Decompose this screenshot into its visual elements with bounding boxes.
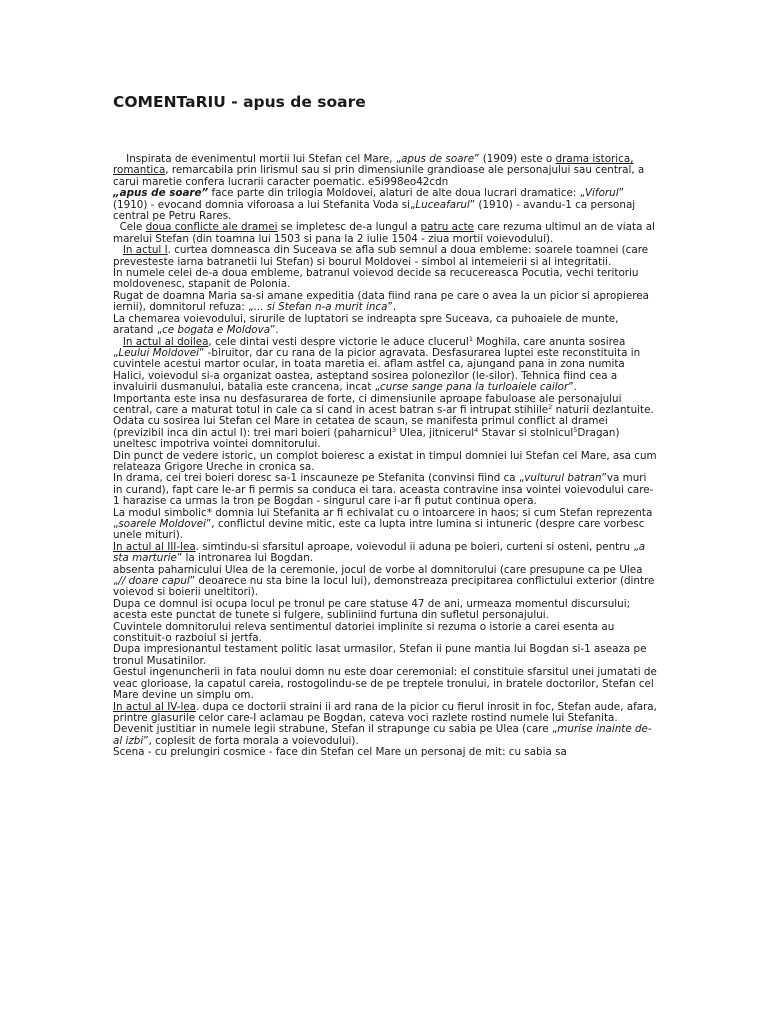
emphasized-phrase: Luceafarul [415,198,470,211]
text-run: naturii dezlantuite. [552,403,654,416]
underlined-phrase: In actul al IV-lea [113,700,197,713]
text-run [113,244,123,256]
text-run: Cuvintele domnitorului releva sentimentul datoriei implinite si rezuma o istorie a carei esenta au constituit-o razboiul si jertfa. [113,620,615,645]
text-run: Dupa ce domnul isi ocupa locul pe tronul pe care statuse 47 de ani, urmeaza momentul discursului; acesta este punctat de tunete si fulgere, subliniind furtuna din sufletul personajului. [113,597,631,622]
emphasized-phrase: // doare capul [118,575,190,588]
underlined-phrase: doua conflicte ale dramei [145,221,278,234]
text-run: In numele celei de-a doua embleme, batranul voievod decide sa recucereasca Pocutia, vechi teritoriu moldovenesc, stapanit de Polonia. [113,267,639,291]
paragraph [113,542,658,565]
paragraph [113,508,658,542]
underlined-phrase: patru acte [420,221,475,234]
paragraph [113,394,658,417]
text-run: Inspirata de evenimentul mortii lui Stefan cel Mare, „ [113,153,402,165]
text-run: La modul simbolic* domnia lui Stefanita ar fi echivalat cu o intoarcere in haos; si cum Stefan reprezenta „ [113,506,653,530]
emphasized-phrase: „apus de soare” [113,187,209,200]
footnote-marker: 4 [474,425,479,434]
footnote-marker: 2 [548,402,553,411]
paragraph [113,188,658,222]
text-run: , cele dintai vesti despre victorie le aduce clucerul [208,335,469,348]
text-run: Moghila, care anunta sosirea „ [113,335,626,359]
paragraph [113,622,658,645]
underlined-phrase: In actul al doilea [122,335,209,348]
footnote-marker: 5 [573,425,578,434]
text-run [113,336,123,348]
emphasized-phrase: Viforul [584,187,619,200]
text-run: ” (1909) este o [474,153,556,165]
paragraph [113,599,658,622]
emphasized-phrase: murise inainte de-al izbi [113,723,652,747]
text-run: Importanta este insa nu desfasurarea de forte, ci dimensiunile aproape fabuloase ale personajului central, care a maturat totul in cale ca si cand in acest batran s-ar fi intrupat stihiile [113,392,622,416]
paragraph [113,291,658,314]
text-run: Devenit justitiar in numele legii strabune, Stefan il strapunge cu sabia pe Ulea (care „ [113,723,558,736]
text-run: In drama, cei trei boieri doresc sa-1 inscauneze pe Stefanita (convinsi fiind ca „ [113,472,525,485]
text-run: Rugat de doamna Maria sa-si amane expeditia (data fiind rana pe care o avea Ia un picior si apropierea iernii), domnitorul refuza: „... [113,289,649,314]
text-run: ” la intronarea lui Bogdan. [176,552,314,565]
emphasized-phrase: si Stefan n-a murit inca [266,301,388,314]
text-run: ”. [387,301,397,314]
page-title: COMENTaRIU - apus de soare [113,93,366,111]
paragraph [113,473,658,507]
text-run: ”va muri in curand), fapt care le-ar fi permis sa conduca ei tara. aceasta contravine insa vointei voievodului care-1 harazise ca urmas la tron pe Bogdan - singurul care i-ar fi putut continua opera. [113,472,654,508]
text-run: Gestul ingenuncherii in fata noului domn nu este doar ceremonial: el constituie sfarsitul unei jumatati de veac glorioase, la capatul careia, rostogolindu-se de pe treptele tronului, in bratele doctorilor, Stefan cel Mare devine un simplu om. [113,666,657,702]
emphasized-phrase: soarele Moldovei [118,518,206,530]
paragraph [113,644,658,667]
emphasized-phrase: a sta marturie [113,540,646,565]
paragraph [113,702,658,725]
emphasized-phrase: ce bogata e Moldova [162,324,271,337]
document-body [113,154,658,759]
text-run: Odata cu sosirea lui Stefan cel Mare in cetatea de scaun, se manifesta primul conflict al dramei (previzibil inca din actul I): trei mari boieri (paharnicul [113,415,608,439]
text-run: Cele [113,221,146,234]
text-run: . simtindu-si sfarsitul aproape, voievodul ii aduna pe boieri, curteni si osteni, pentru „ [195,540,639,553]
footnote-marker: 3 [392,425,397,434]
text-run: ” deoarece nu sta bine la locul lui), demonstreaza precipitarea conflictului exterior (dintre voievod si boierii uneltitori). [113,575,655,599]
paragraph [113,245,658,268]
paragraph [113,724,658,747]
paragraph [113,222,658,245]
text-run: ”, conflictul devine mitic, este ca lupta intre lumina si intuneric (despre care vorbesc unele mituri). [113,518,645,542]
text-run: Ulea, jitnicerul [396,426,475,439]
paragraph [113,747,658,758]
text-run: . dupa ce doctorii straini ii ard rana de la picior cu fierul inrosit in foc, Stefan aude, afara, printre glasurile celor care-I aclamau pe Bogdan, cateva voci razlete rostind numele lui Stefanita. [113,700,657,724]
text-run: ”. [270,324,279,337]
text-run: face parte din trilogia Moldovei, alaturi de alte doua lucrari dramatice: „ [208,187,585,200]
emphasized-phrase: apus de soare [401,153,475,165]
emphasized-phrase: curse sange pana la turloaiele cailor [380,381,569,394]
paragraph [113,314,658,337]
paragraph [113,416,658,450]
text-run: ” (1910) - avandu-1 ca personaj central pe Petru Rares. [113,198,636,223]
text-run: absenta paharnicului Ulea de la ceremonie, jocul de vorbe al domnitorului (care presupune ca pe Ulea „ [113,563,643,588]
text-run: , remarcabila prin lirismul sau si prin dimensiunile grandioase ale personajului sau central, a carui maretie confera lucrarii caracter poematic. e5i998eo42cdn [113,164,645,188]
text-run: Din punct de vedere istoric, un complot boieresc a existat in timpul domniei lui Stefan cel Mare, asa cum relateaza Grigore Ureche in cronica sa. [113,449,657,473]
paragraph [113,334,658,394]
text-run: se impletesc de-a lungul a [277,221,421,234]
emphasized-phrase: Leului Moldovei [118,346,200,359]
text-run: ”. [568,381,577,394]
underlined-phrase: In actul I [122,244,168,257]
underlined-phrase: In actul al III-lea [113,540,196,553]
text-run: Dragan) uneltesc impotriva vointei domnitorului. [113,426,620,451]
text-run: Stavar si stolnicul [478,426,574,439]
text-run: Scena - cu prelungiri cosmice - face din Stefan cel Mare un personaj de mit: cu sabia sa [113,746,567,759]
paragraph [113,667,658,701]
paragraph [113,268,658,291]
text-run: care rezuma ultimul an de viata al marelui Stefan (din toamna lui 1503 si pana la 2 iulie 1504 - ziua mortii voievodului). [113,221,655,245]
text-run: ” -biruitor, dar cu rana de la picior agravata. Desfasurarea luptei este reconstituita in cuvintele acestui martor ocular, in toata maretia ei. aflam astfel ca, ajungand pana in zona numita Halici, voievodul si-a organizat oastea, asteptand sosirea polonezilor (le-silor). Tehnica fiind cea a invaluirii dusmanului, batalia este crancena, incat „ [113,346,641,394]
underlined-phrase: drama istorica, romantica [113,153,634,177]
text-run: . curtea domneasca din Suceava se afla sub semnul a doua embleme: soarele toamnei (care prevesteste iarna batranetii lui Stefan) si bourul Moldovei - simbol al intemeierii si al integritatii. [113,244,649,268]
paragraph [113,451,658,474]
emphasized-phrase: vulturul batran [524,472,602,485]
paragraph [113,154,658,188]
text-run: ”, coplesit de forta morala a voievodului). [143,734,359,747]
text-run: Dupa impresionantul testament politic lasat urmasilor, Stefan ii pune mantia lui Bogdan si-1 aseaza pe tronul Musatinilor. [113,643,647,667]
paragraph [113,565,658,599]
text-run: La chemarea voievodului, sirurile de luptatori se indreapta spre Suceava, ca puhoaiele de munte, aratand „ [113,312,619,337]
footnote-marker: 1 [468,334,473,343]
text-run: ” (1910) - evocand domnia viforoasa a lui Stefanita Voda si„ [113,187,624,211]
